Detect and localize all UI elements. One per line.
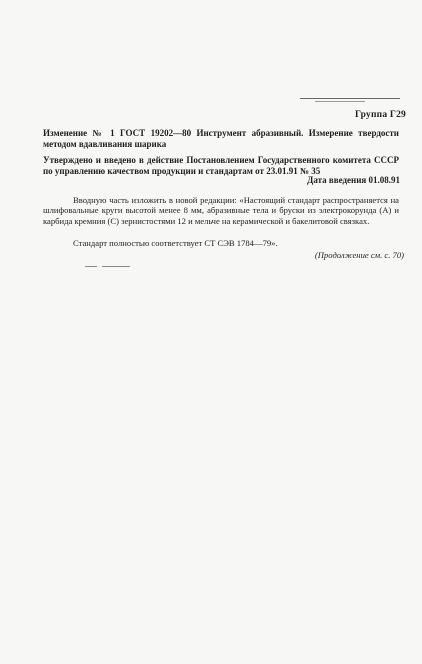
- amendment-title: Изменение № 1 ГОСТ 19202—80 Инструмент абразивный. Измерение твердости методом вдавливания шарика: [43, 128, 399, 149]
- bottom-dash-left: [85, 266, 97, 267]
- group-code: Группа Г29: [355, 110, 406, 120]
- bottom-dash-right: [102, 266, 130, 267]
- top-rule: [300, 98, 400, 99]
- introduction-date: Дата введения 01.08.91: [307, 175, 400, 185]
- approval-statement: Утверждено и введено в действие Постановлением Государственного комитета СССР по управлению качеством продукции и стандартам от 23.01.91 № 35: [43, 155, 399, 176]
- paragraph-compliance: Стандарт полностью соответствует СТ СЭВ 1784—79».: [73, 238, 278, 248]
- continuation-note: (Продолжение см. с. 70): [314, 250, 404, 260]
- top-short-rule: [315, 101, 365, 102]
- paragraph-introduction: Вводную часть изложить в новой редакции: «Настоящий стандарт распространяется на шлифовальные круги высотой менее 8 мм, абразивные тела и бруски из электрокорунда (А) и карбида кремния (С) зернистостями 12 и мельче на керамической и бакелитовой связках.: [43, 195, 399, 226]
